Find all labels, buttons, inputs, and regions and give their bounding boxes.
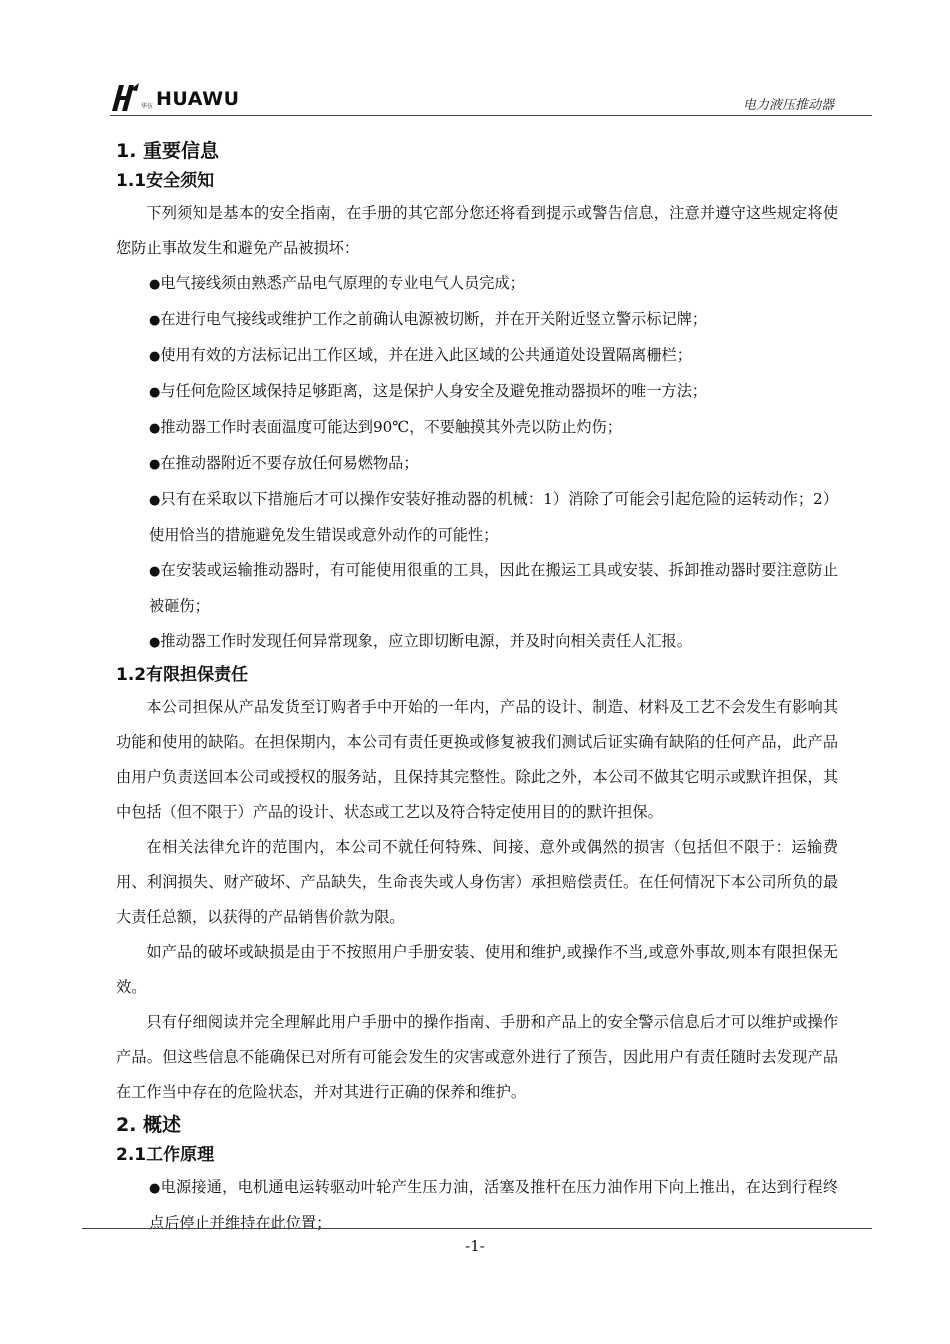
section-heading-important-info: 1. 重要信息 <box>116 140 220 162</box>
bullet-dot-icon: ● <box>149 457 161 472</box>
safety-bullet: ●只有在采取以下措施后才可以操作安装好推动器的机械：1）消除了可能会引起危险的运转动作；2）使用恰当的措施避免发生错误或意外动作的可能性； <box>149 490 839 544</box>
bullet-dot-icon: ● <box>149 564 161 579</box>
safety-bullet: ●在进行电气接线或维护工作之前确认电源被切断，并在开关附近竖立警示标记牌； <box>149 310 708 328</box>
safety-bullet: ●电气接线须由熟悉产品电气原理的专业电气人员完成； <box>149 274 525 292</box>
huawu-logo-icon <box>110 82 140 112</box>
safety-bullet: ●与任何危险区域保持足够距离，这是保护人身安全及避免推动器损坏的唯一方法； <box>149 382 708 400</box>
bullet-dot-icon: ● <box>149 1181 161 1196</box>
bullet-dot-icon: ● <box>149 493 161 508</box>
bullet-dot-icon: ● <box>149 349 161 364</box>
huawu-logo <box>110 82 240 112</box>
footer-divider <box>82 1228 872 1229</box>
warranty-paragraph: 本公司担保从产品发货至订购者手中开始的一年内，产品的设计、制造、材料及工艺不会发生有影响其功能和使用的缺陷。在担保期内，本公司有责任更换或修复被我们测试后证实确有缺陷的任何产品，此产品由用户负责送回本公司或授权的服务站，且保持其完整性。除此之外，本公司不做其它明示或默许担保，其中包括（但不限于）产品的设计、状态或工艺以及符合特定使用目的的默许担保。 <box>116 698 838 821</box>
safety-bullet: ●使用有效的方法标记出工作区域，并在进入此区域的公共通道处设置隔离栅栏； <box>149 346 692 364</box>
page-content <box>116 136 838 1241</box>
bullet-dot-icon: ● <box>149 421 161 436</box>
bullet-dot-icon: ● <box>149 635 161 650</box>
section-heading-overview: 2. 概述 <box>116 1114 182 1136</box>
logo-chinese-name: 华伍 <box>141 103 154 110</box>
safety-bullet: ●在推动器附近不要存放任何易燃物品； <box>149 454 419 472</box>
bullet-dot-icon: ● <box>149 313 161 328</box>
page-header <box>110 80 872 116</box>
warranty-paragraph: 只有仔细阅读并完全理解此用户手册中的操作指南、手册和产品上的安全警示信息后才可以维护或操作产品。但这些信息不能确保已对所有可能会发生的灾害或意外进行了预告，因此用户有责任随时去发现产品在工作当中存在的危险状态，并对其进行正确的保养和维护。 <box>116 1013 838 1101</box>
bullet-dot-icon: ● <box>149 277 161 292</box>
warranty-paragraph: 如产品的破坏或缺损是由于不按照用户手册安装、使用和维护,或操作不当,或意外事故,则本有限担保无效。 <box>116 943 838 996</box>
bullet-dot-icon: ● <box>149 385 161 400</box>
subsection-heading-safety: 1.1安全须知 <box>116 171 215 191</box>
page-number: -1- <box>465 1237 485 1255</box>
subsection-heading-warranty: 1.2有限担保责任 <box>116 665 249 685</box>
safety-bullet: ●在安装或运输推动器时，有可能使用很重的工具，因此在搬运工具或安装、拆卸推动器时要注意防止被砸伤； <box>149 561 839 615</box>
subsection-heading-principle: 2.1工作原理 <box>116 1145 215 1165</box>
logo-brand-text: HUAWU <box>156 88 240 110</box>
header-divider <box>110 115 872 116</box>
safety-bullet: ●推动器工作时发现任何异常现象，应立即切断电源，并及时向相关责任人汇报。 <box>149 632 692 650</box>
safety-bullet: ●推动器工作时表面温度可能达到90℃，不要触摸其外壳以防止灼伤； <box>149 418 622 436</box>
warranty-paragraph: 在相关法律允许的范围内，本公司不就任何特殊、间接、意外或偶然的损害（包括但不限于：运输费用、利润损失、财产破坏、产品缺失，生命丧失或人身伤害）承担赔偿责任。在任何情况下本公司所负的最大责任总额，以获得的产品销售价款为限。 <box>116 838 838 926</box>
document-title: 电力液压推动器 <box>742 98 834 113</box>
safety-intro-paragraph: 下列须知是基本的安全指南，在手册的其它部分您还将看到提示或警告信息，注意并遵守这些规定将使您防止事故发生和避免产品被损坏： <box>116 204 838 257</box>
principle-bullet: ●电源接通，电机通电运转驱动叶轮产生压力油，活塞及推杆在压力油作用下向上推出，在达到行程终点后停止并维持在此位置； <box>149 1178 839 1232</box>
